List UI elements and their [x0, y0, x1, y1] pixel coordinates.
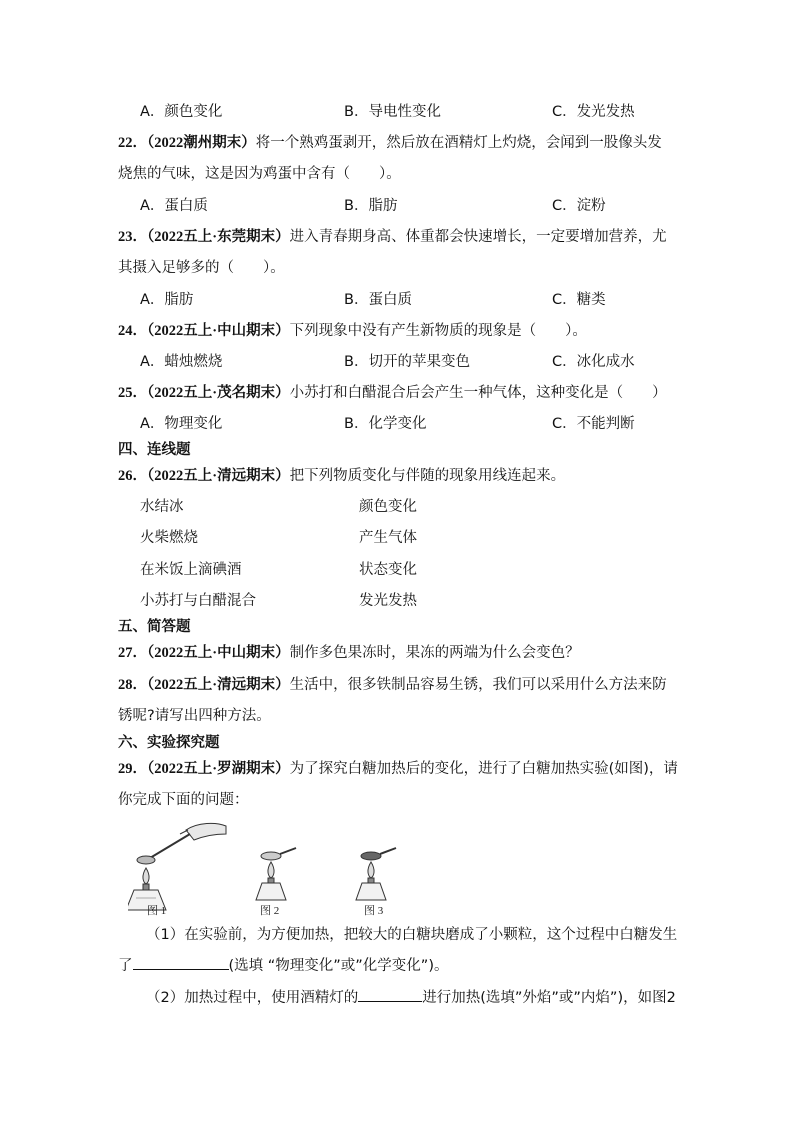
q29-sub2-line1 — [146, 987, 676, 1008]
q26-source: （2022五上·清远期末） — [147, 468, 290, 484]
q26-line1 — [118, 466, 565, 486]
q29-number: 29． — [118, 761, 147, 777]
section-heading-short-answer: 五、简答题 — [118, 619, 191, 635]
q29-line2: 你完成下面的问题： — [118, 792, 249, 808]
q29-sub2-suffix: 进行加热(选填”外焰”或”内焰”)，如图2 — [422, 990, 676, 1006]
q28-text-1: 生活中，很多铁制品容易生锈，我们可以采用什么方法来防 — [289, 677, 667, 693]
q29-sub1-answer-blank[interactable] — [133, 955, 229, 970]
q29-sub1-suffix: (选填 “物理变化”或”化学变化”)。 — [228, 958, 449, 974]
q29-sub2-answer-blank[interactable] — [358, 987, 422, 1002]
q26-left-item: 水结冰 — [140, 499, 184, 515]
q24-source: （2022五上·中山期末） — [147, 323, 290, 339]
q28-line2: 锈呢?请写出四种方法。 — [118, 708, 271, 724]
q27-text-1: 制作多色果冻时，果冻的两端为什么会变色？ — [289, 645, 580, 661]
q23-source: （2022五上·东莞期末） — [147, 229, 290, 245]
figure-3-drawing — [356, 848, 396, 900]
q24-option-b: B．切开的苹果变色 — [344, 354, 470, 370]
q28-number: 28． — [118, 677, 147, 693]
q24-option-c: C．冰化成水 — [552, 354, 635, 370]
q29-sub1-line2 — [118, 955, 448, 976]
q25-text-1: 小苏打和白醋混合后会产生一种气体，这种变化是（ ） — [289, 385, 667, 401]
figure-3-label: 图 3 — [364, 905, 384, 917]
figure-2-drawing — [256, 848, 296, 900]
q27-line1 — [118, 643, 580, 663]
q25-option-c: C．不能判断 — [552, 416, 635, 432]
q24-option-a: A．蜡烛燃烧 — [140, 354, 223, 370]
figure-1-drawing — [128, 823, 226, 910]
q23-line1 — [118, 227, 667, 247]
q26-right-item: 颜色变化 — [359, 499, 417, 515]
q21-option-b: B．导电性变化 — [344, 104, 441, 120]
figure-2-label: 图 2 — [260, 905, 280, 917]
q21-option-c: C．发光发热 — [552, 104, 635, 120]
q26-right-item: 状态变化 — [359, 562, 417, 578]
q22-option-c: C．淀粉 — [552, 198, 606, 214]
q23-line2: 其摄入足够多的（ ）。 — [118, 260, 285, 276]
q25-source: （2022五上·茂名期末） — [147, 385, 290, 401]
q23-option-c: C．糖类 — [552, 292, 606, 308]
q25-option-a: A．物理变化 — [140, 416, 223, 432]
q22-line2: 烧焦的气味，这是因为鸡蛋中含有（ ）。 — [118, 166, 401, 182]
q26-left-item: 在米饭上滴碘酒 — [140, 562, 242, 578]
q28-line1 — [118, 675, 667, 695]
q22-option-a: A．蛋白质 — [140, 198, 208, 214]
q23-option-b: B．蛋白质 — [344, 292, 412, 308]
q25-number: 25． — [118, 385, 147, 401]
q24-line1 — [118, 321, 587, 341]
q27-source: （2022五上·中山期末） — [147, 645, 290, 661]
q29-source: （2022五上·罗湖期末） — [147, 761, 290, 777]
q26-number: 26． — [118, 468, 147, 484]
q27-number: 27． — [118, 645, 147, 661]
q29-text-1: 为了探究白糖加热后的变化，进行了白糖加热实验(如图)，请 — [289, 761, 678, 777]
q26-right-item: 发光发热 — [359, 593, 417, 609]
section-heading-experiment: 六、实验探究题 — [118, 735, 220, 751]
q21-option-a: A．颜色变化 — [140, 104, 223, 120]
q22-number: 22． — [118, 135, 147, 151]
q26-text-1: 把下列物质变化与伴随的现象用线连起来。 — [289, 468, 566, 484]
q26-left-item: 小苏打与白醋混合 — [140, 593, 256, 609]
q23-text-1: 进入青春期身高、体重都会快速增长，一定要增加营养，尤 — [289, 229, 667, 245]
figure-1-label: 图 1 — [147, 905, 167, 917]
q28-source: （2022五上·清远期末） — [147, 677, 290, 693]
q29-sub2-prefix: （2）加热过程中，使用酒精灯的 — [146, 990, 359, 1006]
q26-left-item: 火柴燃烧 — [140, 530, 198, 546]
q29-sub1-prefix: 了 — [118, 958, 133, 974]
q29-sub1-line1: （1）在实验前，为方便加热，把较大的白糖块磨成了小颗粒，这个过程中白糖发生 — [146, 927, 678, 943]
q23-option-a: A．脂肪 — [140, 292, 194, 308]
q22-source: （2022潮州期末） — [147, 135, 256, 151]
q22-option-b: B．脂肪 — [344, 198, 398, 214]
section-heading-matching: 四、连线题 — [118, 442, 191, 458]
q24-number: 24． — [118, 323, 147, 339]
q25-option-b: B．化学变化 — [344, 416, 427, 432]
q22-text-1: 将一个熟鸡蛋剥开，然后放在酒精灯上灼烧，会闻到一股像头发 — [255, 135, 662, 151]
q29-line1 — [118, 759, 678, 779]
q22-line1 — [118, 133, 662, 153]
q23-number: 23． — [118, 229, 147, 245]
q24-text-1: 下列现象中没有产生新物质的现象是（ ）。 — [289, 323, 587, 339]
q25-line1 — [118, 383, 667, 403]
q26-right-item: 产生气体 — [359, 530, 417, 546]
